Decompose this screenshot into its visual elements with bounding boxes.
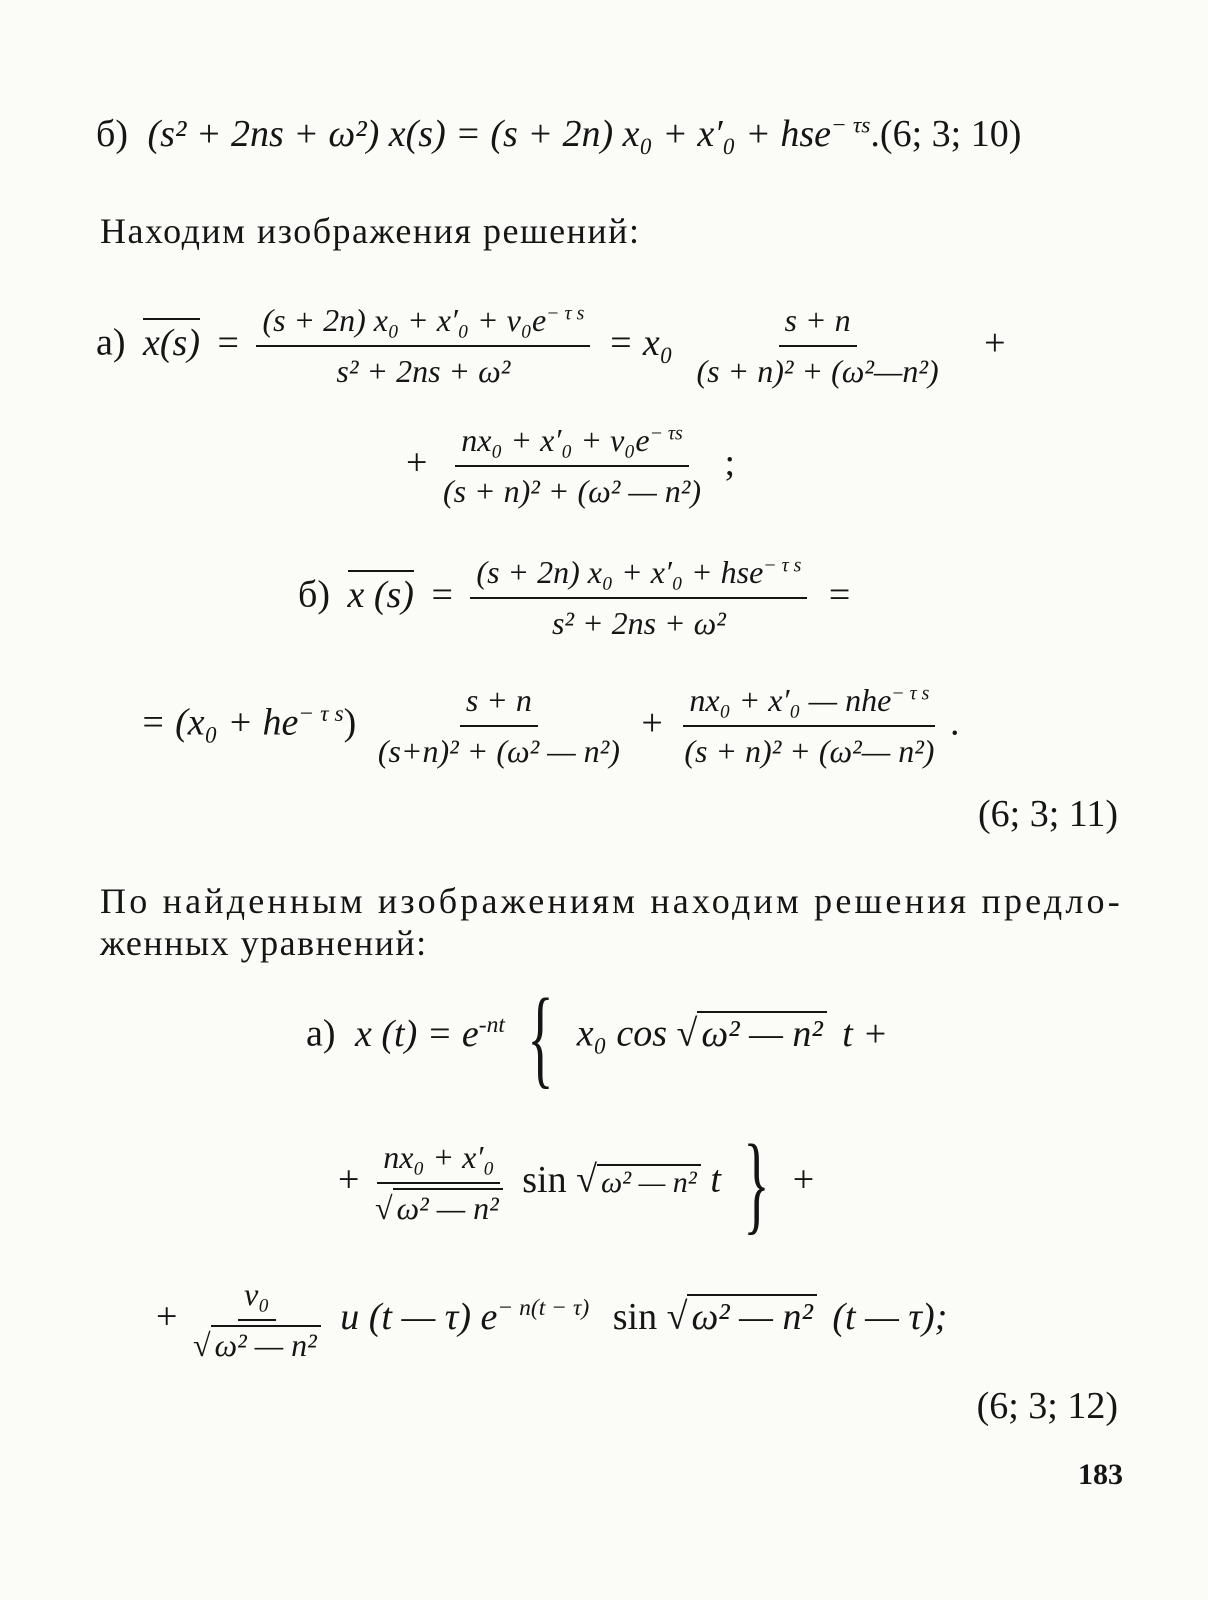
solution-term2-tail: t xyxy=(710,1158,721,1201)
equation-6-3-10 xyxy=(96,112,1021,156)
solution-line-3: + $\frac{\text{v₀}}{\text{√ ω² — n²}}$ u (t — τ) $e^{- n(t - \tau)}$ sin √ ω² — n² (t — τ); xyxy=(156,1276,948,1363)
equation-label: а) xyxy=(306,1012,336,1055)
line-trail-plus: + xyxy=(792,1158,815,1201)
continuation-exponent: − τ s xyxy=(298,701,344,728)
sine-function: sin xyxy=(522,1158,567,1201)
image-equation-a: а) x(s) = $\frac{(s + 2n) x_0 + x'_0 + v_0e^{- \tau s}}{\text{s² + 2ns + ω²}}$ = x₀ $\frac{s + n}{\text{(s + n)² + (ω²—n²)}}$ + xyxy=(96,302,1006,389)
fraction-third xyxy=(678,682,940,770)
continuation-plus: + xyxy=(406,441,428,484)
fraction-denominator: s² + 2ns + ω² xyxy=(336,353,511,389)
fraction-second xyxy=(372,682,626,770)
sqrt-argument: ω² — n² xyxy=(697,1011,826,1055)
equation-number-6-3-11: (6; 3; 11) xyxy=(977,793,1118,835)
solution-term3-exponent: − n(t − τ) xyxy=(497,1295,590,1322)
solution-line-2: + $\frac{\text{nx₀ + x′₀}}{\text{√ ω² — n²}}$ sin √ ω² — n² t } + xyxy=(338,1122,815,1244)
paragraph-line-2: женных уравнений: xyxy=(100,923,428,963)
fraction-numerator-exponent: − τs xyxy=(649,422,683,445)
fraction-denominator-sqrt: ω² — n² xyxy=(393,1188,503,1226)
continuation-lead: = (x₀ + he xyxy=(140,701,299,744)
fraction-numerator-exponent: − τ s xyxy=(763,554,802,577)
solution-term1-tail: t + xyxy=(842,1012,888,1055)
fraction-main xyxy=(256,302,590,390)
fraction-denominator: (s + n)² + (ω²— n²) xyxy=(684,733,935,769)
right-brace: } xyxy=(743,1122,770,1244)
fraction-denominator-sqrt: ω² — n² xyxy=(211,1325,321,1363)
equation-label: а) xyxy=(96,321,126,364)
sqrt-argument: ω² — n² xyxy=(597,1164,701,1199)
fraction-main xyxy=(470,554,807,642)
equation-label: б) xyxy=(298,573,330,616)
continuation-close: ) xyxy=(343,701,357,744)
image-equation-b-continued xyxy=(140,682,959,770)
transform-symbol: x(s) xyxy=(143,318,200,364)
fraction-numerator: (s + 2n) x₀ + x′₀ + v₀e xyxy=(262,302,547,338)
image-equation-a-continued xyxy=(406,422,735,510)
equation-label: б) xyxy=(96,113,128,155)
equation-number-6-3-12: (6; 3; 12) xyxy=(976,1385,1118,1427)
solution-term3: u (t — τ) e xyxy=(340,1295,498,1338)
solution-term1: x₀ cos xyxy=(576,1012,667,1055)
plus-sign: + xyxy=(641,701,663,744)
fraction-third xyxy=(437,422,707,510)
equation-exponent: − τs xyxy=(831,112,871,139)
equation-body: (s² + 2ns + ω²) x(s) = (s + 2n) x₀ + x′₀ + hse xyxy=(147,113,832,155)
continuation-semicolon: ; xyxy=(724,441,736,484)
equation-trailing-equals: = xyxy=(828,573,851,616)
paragraph-line-1: По найденным изображениям находим решения предло- xyxy=(100,881,1123,921)
solution-line-1: а) x $(t) = e^{-nt}$ { x₀ cos √ ω² — n² t + xyxy=(306,976,888,1098)
image-equation-b: б) x (s) = $\frac{(s + 2n) x_0 + x'_0 + hse^{- \tau s}}{\text{s² + 2ns + ω²}}$ = xyxy=(298,554,851,641)
sqrt-argument: ω² — n² xyxy=(687,1294,816,1338)
fraction-numerator-exponent: − τ s xyxy=(891,682,930,705)
fraction-damped-term: $\frac{\text{v₀}}{\text{√ ω² — n²}}$ xyxy=(187,1276,327,1364)
sine-function: sin xyxy=(612,1295,658,1338)
fraction-denominator: (s + n)² + (ω² — n²) xyxy=(442,473,702,509)
fraction-numerator: nx₀ + x′₀ — nhe xyxy=(689,682,892,718)
equation-number: .(6; 3; 10) xyxy=(870,113,1022,155)
equation-mid: = x₀ xyxy=(607,321,674,364)
solution-term3-tail: (t — τ); xyxy=(832,1295,948,1338)
line-lead-plus: + xyxy=(338,1158,360,1201)
fraction-numerator-exponent: − τ s xyxy=(546,302,585,325)
fraction-denominator: s² + 2ns + ω² xyxy=(551,605,726,641)
fraction-numerator: nx₀ + x′₀ xyxy=(377,1139,500,1184)
fraction-numerator: (s + 2n) x₀ + x′₀ + hse xyxy=(476,554,764,590)
equation-trailing-plus: + xyxy=(984,321,1006,364)
fraction-numerator: nx₀ + x′₀ + v₀e xyxy=(461,422,650,458)
fraction-numerator: v₀ xyxy=(238,1276,275,1321)
solution-lhs: x (t) = e xyxy=(355,1012,479,1055)
fraction-second xyxy=(691,302,945,390)
fraction-sine-term: $\frac{\text{nx₀ + x′₀}}{\text{√ ω² — n²}}$ xyxy=(369,1139,509,1227)
continuation-period: . xyxy=(949,701,960,744)
transform-symbol: x (s) xyxy=(348,570,414,616)
line-lead-plus: + xyxy=(156,1295,178,1338)
page-number: 183 xyxy=(1078,1458,1123,1491)
fraction-numerator: s + n xyxy=(460,682,538,727)
fraction-denominator: (s+n)² + (ω² — n²) xyxy=(377,733,620,769)
fraction-numerator: s + n xyxy=(779,302,857,347)
left-brace: { xyxy=(527,976,555,1098)
intro-text: Находим изображения решений: xyxy=(100,211,641,251)
fraction-denominator: (s + n)² + (ω²—n²) xyxy=(696,353,939,389)
solution-lhs-exponent: -nt xyxy=(478,1012,505,1039)
